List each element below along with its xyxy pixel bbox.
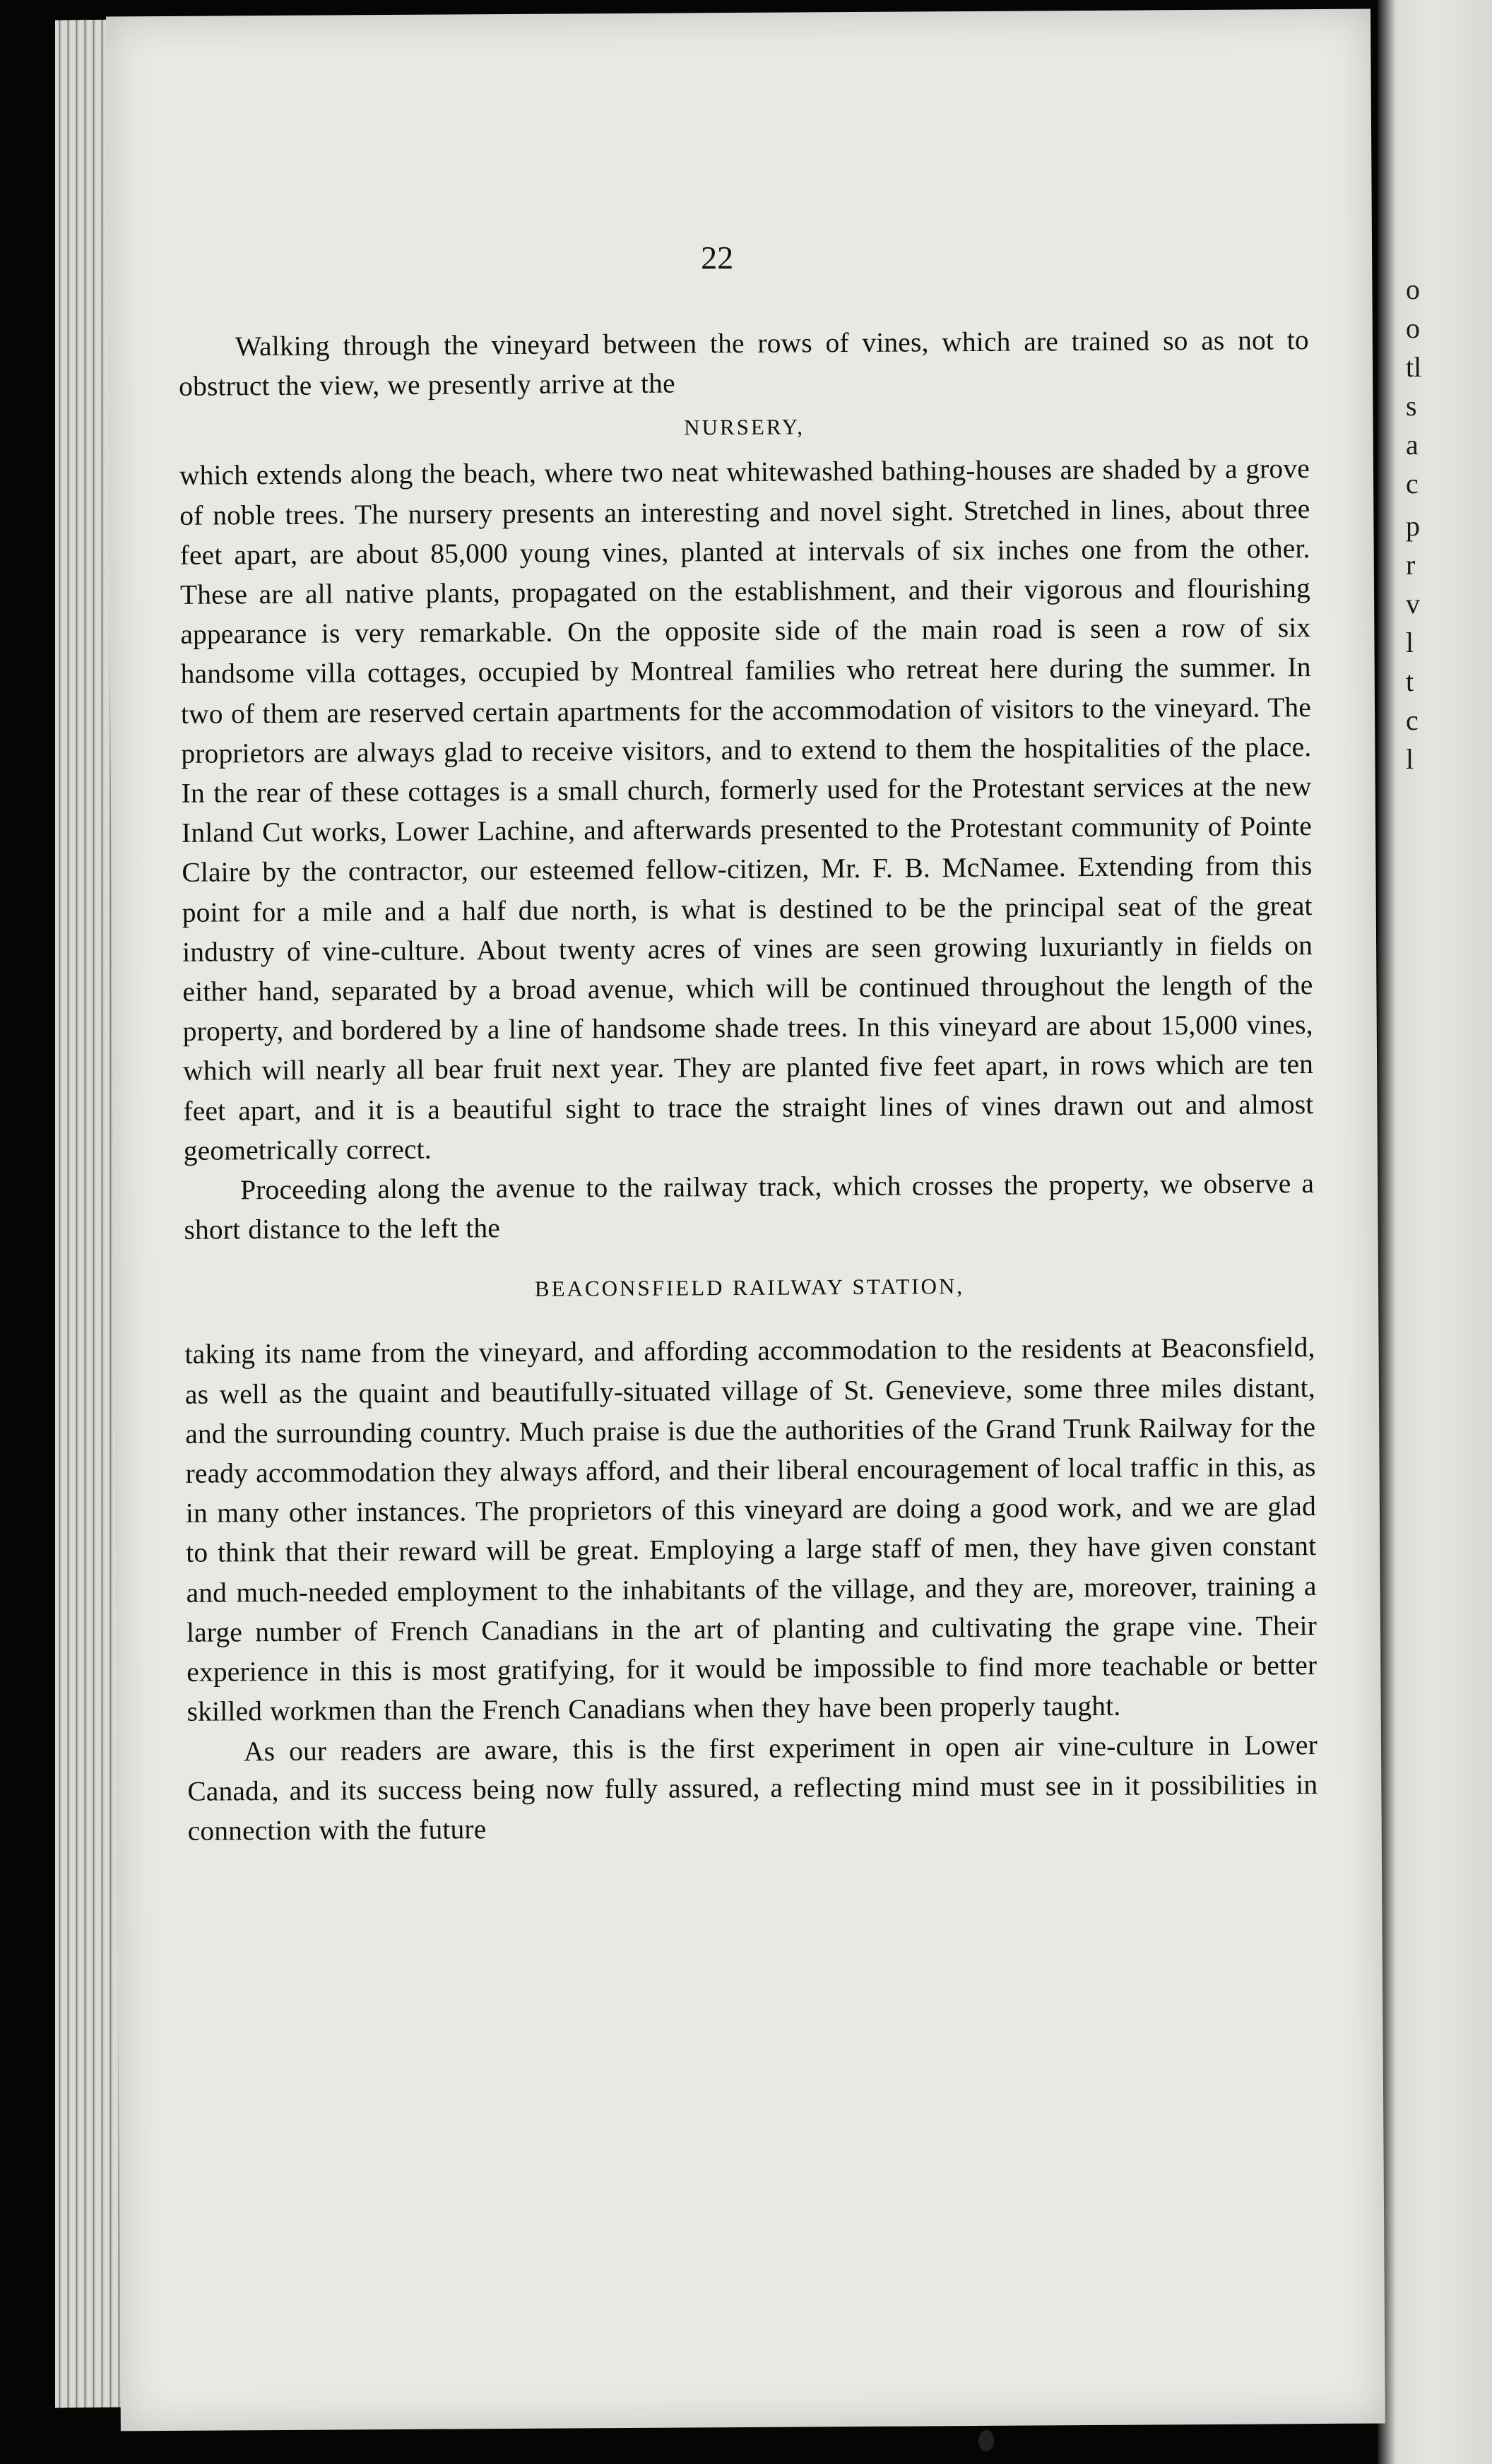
page-body [179, 320, 1318, 1851]
adjacent-page-fragment: p [1406, 510, 1420, 542]
book-page [106, 9, 1385, 2432]
scan-speck [978, 2430, 994, 2451]
adjacent-page-fragment: a [1406, 429, 1419, 461]
adjacent-page-fragment: s [1406, 390, 1417, 422]
adjacent-page-fragment: r [1406, 549, 1416, 581]
adjacent-page [1378, 0, 1492, 2464]
section-heading-nursery: NURSERY, [684, 414, 805, 440]
adjacent-page-fragment: t [1406, 665, 1414, 697]
scan-speck [14, 85, 18, 89]
adjacent-page-fragment: o [1406, 312, 1420, 344]
page-number: 22 [700, 239, 734, 276]
adjacent-page-fragment: tl [1406, 351, 1422, 383]
adjacent-page-fragment: v [1406, 588, 1420, 620]
section-heading-station: BEACONSFIELD RAILWAY STATION, [534, 1274, 965, 1302]
closing-paragraph: As our readers are aware, this is the first experiment in open air vine-culture in Lower Canada, and its success being now fully assured, a reflecting mind must see in it possibilities in connection with the future [187, 1729, 1318, 1847]
adjacent-page-fragment: c [1406, 704, 1419, 736]
text-block [179, 320, 1318, 1851]
station-paragraph: taking its name from the vineyard, and affording accommodation to the residents at Beaconsfield, as well as the quaint and beautifully-situated village of St. Genevieve, some three miles distant, and the surrounding country. Much praise is due the authorities of the Grand Trunk Railway for the ready accommodation they always afford, and their liberal encouragement of local traffic in this, as in many other instances. The proprietors of this vineyard are doing a good work, and we are glad to think that their reward will be great. Employing a large staff of men, they have given constant and much-needed employment to the inhabitants of the village, and they are, moreover, training a large number of French Canadians in the art of planting and cultivating the grape vine. Their experience in this is most gratifying, for it would be impossible to find more teachable or better skilled workmen than the French Canadians when they have been properly taught. [184, 1332, 1318, 1728]
adjacent-page-fragment: l [1406, 743, 1414, 775]
nursery-paragraph: which extends along the beach, where two neat whitewashed bathing-houses are shaded by a grove of noble trees. The nursery presents an interesting and novel sight. Stretched in lines, about three feet apart, are about 85,000 young vines, planted at intervals of six inches one from the other. These are all native plants, propagated on the establishment, and their vigorous and flourishing appearance is very remarkable. On the opposite side of the main road is seen a row of six handsome villa cottages, occupied by Montreal families who retreat here during the summer. In two of them are reserved certain apartments for the accommodation of visitors to the vineyard. The proprietors are always glad to receive visitors, and to extend to them the hospitalities of the place. In the rear of these cottages is a small church, formerly used for the Protestant services at the new Inland Cut works, Lower Lachine, and afterwards presented to the Protestant community of Pointe Claire by the contractor, our esteemed fellow-citizen, Mr. F. B. McNamee. Extending from this point for a mile and a half due north, is what is destined to be the principal seat of the great industry of vine-culture. About twenty acres of vines are seen growing luxuriantly in fields on either hand, separated by a broad avenue, which will be continued throughout the length of the property, and bordered by a line of handsome shade trees. In this vineyard are about 15,000 vines, which will nearly all bear fruit next year. They are planted five feet apart, in rows which are ten feet apart, and it is a beautiful sight to trace the straight lines of vines drawn out and almost geometrically correct. [179, 453, 1314, 1166]
adjacent-page-fragment: o [1406, 273, 1420, 305]
adjacent-page-fragment: c [1406, 468, 1419, 499]
adjacent-page-fragment: l [1406, 627, 1414, 658]
avenue-paragraph: Proceeding along the avenue to the railway track, which crosses the property, we observe a short distance to the left the [184, 1168, 1315, 1246]
intro-paragraph: Walking through the vineyard between the rows of vines, which are trained so as not to obstruct the view, we presently arrive at the [179, 324, 1309, 403]
